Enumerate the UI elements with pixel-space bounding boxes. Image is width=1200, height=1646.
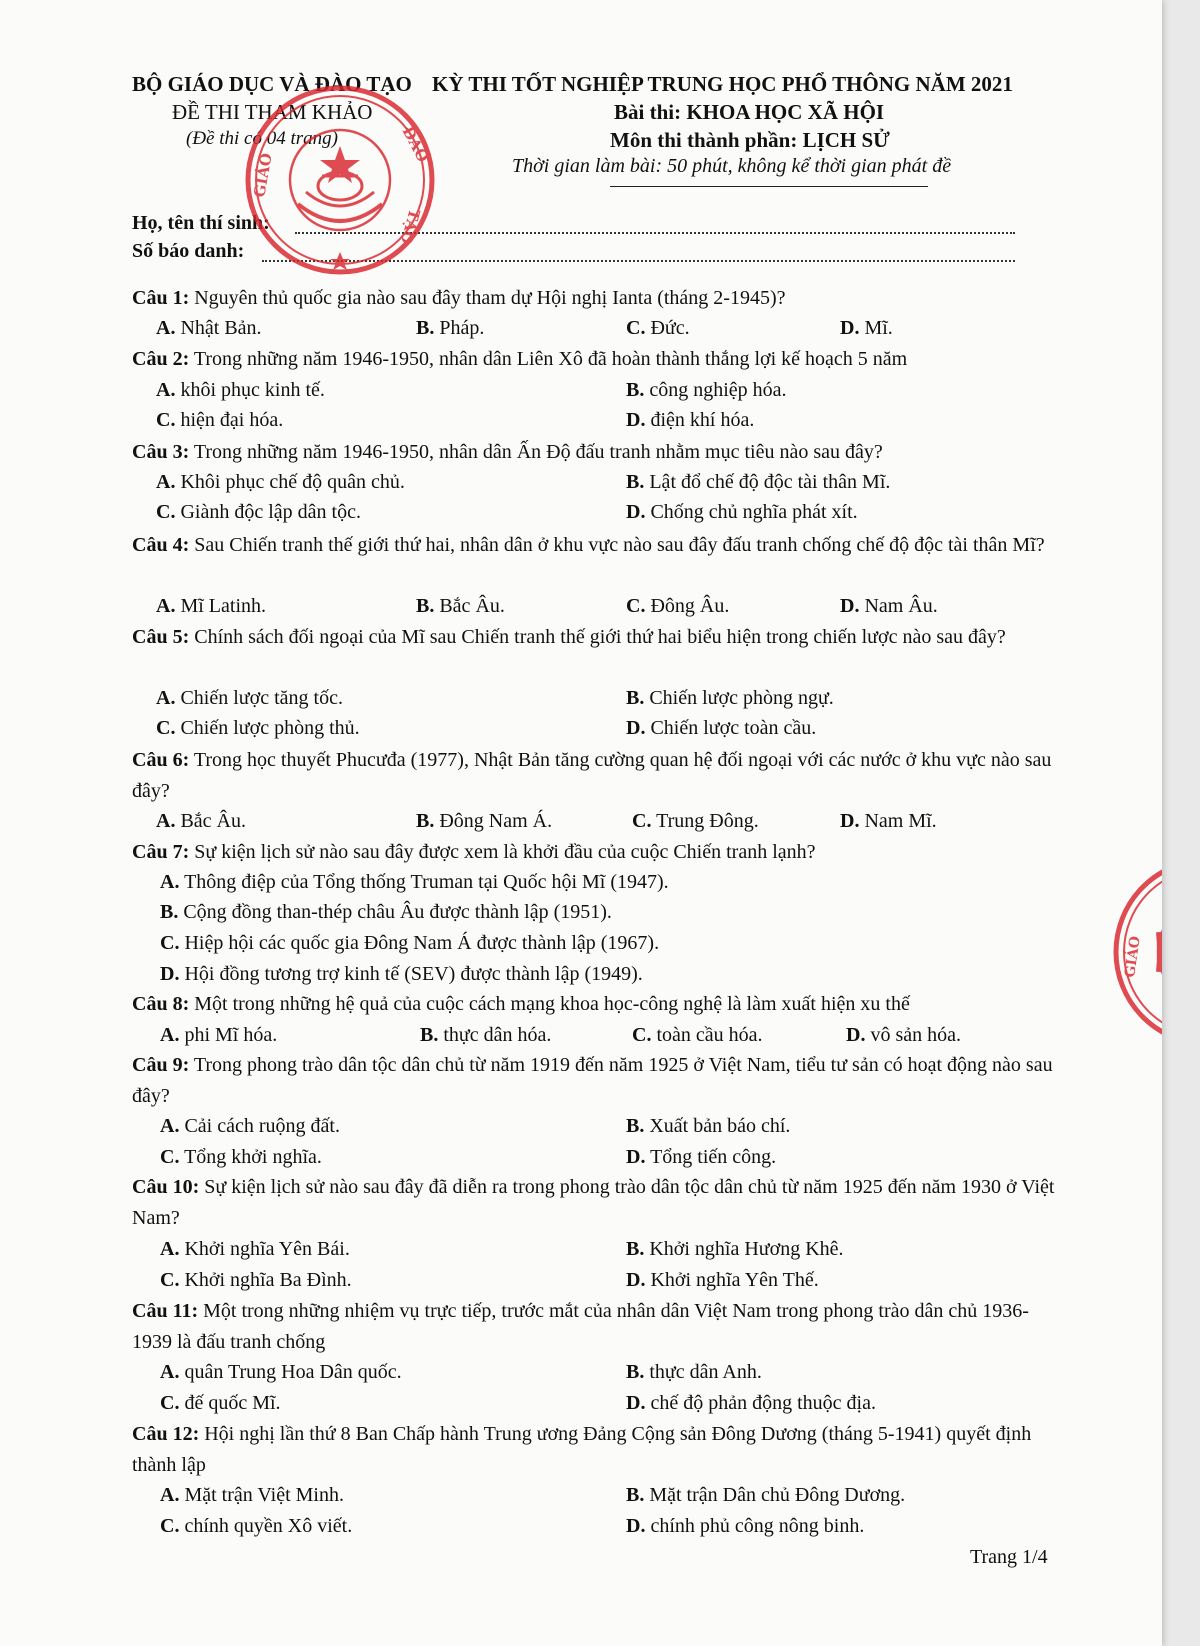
option-b[interactable]: B. công nghiệp hóa. xyxy=(626,379,787,401)
option-b[interactable]: B. Mặt trận Dân chủ Đông Dương. xyxy=(626,1484,906,1506)
header-divider xyxy=(610,186,928,187)
option-a[interactable]: A. Chiến lược tăng tốc. xyxy=(156,687,343,709)
question-number: Câu 1: xyxy=(132,287,190,309)
option-c[interactable]: C. hiện đại hóa. xyxy=(156,409,284,431)
time-note: Thời gian làm bài: 50 phút, không kể thời gian phát đề xyxy=(512,155,952,177)
question-10 xyxy=(132,1172,1062,1234)
question-5 xyxy=(132,622,1062,653)
option-d[interactable]: D. Nam Mĩ. xyxy=(840,810,937,832)
paper-type: ĐỀ THI THAM KHẢO xyxy=(172,100,373,124)
question-8 xyxy=(132,989,1062,1020)
question-text: Trong những năm 1946-1950, nhân dân Ấn Độ đấu tranh nhằm mục tiêu nào sau đây? xyxy=(193,441,883,463)
question-text: Sự kiện lịch sử nào sau đây được xem là khởi đầu của cuộc Chiến tranh lạnh? xyxy=(194,841,816,863)
option-b[interactable]: B. thực dân Anh. xyxy=(626,1361,762,1383)
question-11 xyxy=(132,1296,1062,1358)
option-a[interactable]: A. Thông điệp của Tổng thống Truman tại Quốc hội Mĩ (1947). xyxy=(160,871,669,893)
option-d[interactable]: D. Nam Âu. xyxy=(840,595,938,617)
question-12 xyxy=(132,1419,1062,1481)
option-d[interactable]: D. Hội đồng tương trợ kinh tế (SEV) được thành lập (1949). xyxy=(160,963,643,985)
edge-seal-stamp xyxy=(1108,852,1162,1052)
option-c[interactable]: C. Hiệp hội các quốc gia Đông Nam Á được thành lập (1967). xyxy=(160,932,660,954)
option-b[interactable]: B. Xuất bản báo chí. xyxy=(626,1115,791,1137)
option-b[interactable]: B. thực dân hóa. xyxy=(420,1024,552,1046)
option-a[interactable]: A. Mặt trận Việt Minh. xyxy=(160,1484,344,1506)
option-a[interactable]: A. Nhật Bản. xyxy=(156,317,262,339)
question-7 xyxy=(132,837,1062,868)
option-d[interactable]: D. Mĩ. xyxy=(840,317,893,339)
option-b[interactable]: B. Khởi nghĩa Hương Khê. xyxy=(626,1238,844,1260)
question-2 xyxy=(132,344,1062,375)
option-c[interactable]: C. chính quyền Xô viết. xyxy=(160,1515,353,1537)
question-text: Trong học thuyết Phucưđa (1977), Nhật Bản tăng cường quan hệ đối ngoại với các nước ở khu vực nào sau đây? xyxy=(132,749,1052,802)
option-c[interactable]: C. Giành độc lập dân tộc. xyxy=(156,501,361,523)
question-number: Câu 6: xyxy=(132,749,190,771)
question-1 xyxy=(132,283,1062,314)
option-a[interactable]: A. phi Mĩ hóa. xyxy=(160,1024,278,1046)
option-c[interactable]: C. toàn cầu hóa. xyxy=(632,1024,763,1046)
option-d[interactable]: D. Khởi nghĩa Yên Thế. xyxy=(626,1269,819,1291)
question-text: Sự kiện lịch sử nào sau đây đã diễn ra trong phong trào dân tộc dân chủ từ năm 1925 đến năm 1930 ở Việt Nam? xyxy=(132,1176,1055,1229)
svg-text:GIÁO: GIÁO xyxy=(1122,935,1144,979)
seal-text-left: GIÁO xyxy=(250,151,276,199)
question-number: Câu 10: xyxy=(132,1176,200,1198)
question-3 xyxy=(132,437,1062,468)
question-text: Sau Chiến tranh thế giới thứ hai, nhân dân ở khu vực nào sau đây đấu tranh chống chế độ độc tài thân Mĩ? xyxy=(194,534,1045,556)
option-d[interactable]: D. Chống chủ nghĩa phát xít. xyxy=(626,501,858,523)
question-number: Câu 12: xyxy=(132,1423,200,1445)
option-d[interactable]: D. Chiến lược toàn cầu. xyxy=(626,717,817,739)
question-number: Câu 11: xyxy=(132,1300,199,1322)
option-b[interactable]: B. Đông Nam Á. xyxy=(416,810,553,832)
question-text: Trong phong trào dân tộc dân chủ từ năm 1919 đến năm 1925 ở Việt Nam, tiểu tư sản có hoạt động nào sau đây? xyxy=(132,1054,1053,1107)
option-c[interactable]: C. đế quốc Mĩ. xyxy=(160,1392,281,1414)
seal-text-bottom: TẠO xyxy=(396,206,424,247)
question-number: Câu 2: xyxy=(132,348,190,370)
question-text: Chính sách đối ngoại của Mĩ sau Chiến tranh thế giới thứ hai biểu hiện trong chiến lược nào sau đây? xyxy=(194,626,1006,648)
option-d[interactable]: D. điện khí hóa. xyxy=(626,409,755,431)
option-b[interactable]: B. Pháp. xyxy=(416,317,485,339)
option-a[interactable]: A. Bắc Âu. xyxy=(156,810,246,832)
page-count-note: (Đề thi có 04 trang) xyxy=(186,128,338,149)
question-text: Nguyên thủ quốc gia nào sau đây tham dự Hội nghị Ianta (tháng 2-1945)? xyxy=(194,287,786,309)
option-d[interactable]: D. chế độ phản động thuộc địa. xyxy=(626,1392,876,1414)
option-a[interactable]: A. quân Trung Hoa Dân quốc. xyxy=(160,1361,402,1383)
question-number: Câu 8: xyxy=(132,993,190,1015)
option-c[interactable]: C. Đông Âu. xyxy=(626,595,730,617)
option-b[interactable]: B. Cộng đồng than-thép châu Âu được thành lập (1951). xyxy=(160,901,612,923)
option-c[interactable]: C. Đức. xyxy=(626,317,690,339)
page-number: Trang 1/4 xyxy=(970,1546,1048,1568)
option-c[interactable]: C. Tổng khởi nghĩa. xyxy=(160,1146,322,1168)
question-6 xyxy=(132,745,1062,807)
question-4 xyxy=(132,530,1062,561)
question-number: Câu 9: xyxy=(132,1054,190,1076)
seal-text-right: ĐÀO xyxy=(398,123,433,166)
candidate-id-label: Số báo danh: xyxy=(132,240,245,262)
option-d[interactable]: D. Tổng tiến công. xyxy=(626,1146,777,1168)
candidate-name-label: Họ, tên thí sinh: xyxy=(132,212,270,234)
question-number: Câu 4: xyxy=(132,534,190,556)
option-a[interactable]: A. khôi phục kinh tế. xyxy=(156,379,325,401)
question-number: Câu 5: xyxy=(132,626,190,648)
option-a[interactable]: A. Mĩ Latinh. xyxy=(156,595,266,617)
option-b[interactable]: B. Bắc Âu. xyxy=(416,595,505,617)
question-text: Một trong những hệ quả của cuộc cách mạng khoa học-công nghệ là làm xuất hiện xu thế xyxy=(194,993,910,1015)
question-text: Trong những năm 1946-1950, nhân dân Liên Xô đã hoàn thành thắng lợi kế hoạch 5 năm xyxy=(193,348,908,370)
option-a[interactable]: A. Khởi nghĩa Yên Bái. xyxy=(160,1238,350,1260)
option-d[interactable]: D. chính phủ công nông binh. xyxy=(626,1515,865,1537)
question-text: Một trong những nhiệm vụ trực tiếp, trước mắt của nhân dân Việt Nam trong phong trào dân chủ 1936-1939 là đấu tranh chống xyxy=(132,1300,1029,1353)
question-text: Hội nghị lần thứ 8 Ban Chấp hành Trung ương Đảng Cộng sản Đông Dương (tháng 5-1941) quyết định thành lập xyxy=(132,1423,1032,1476)
option-c[interactable]: C. Khởi nghĩa Ba Đình. xyxy=(160,1269,352,1291)
option-b[interactable]: B. Chiến lược phòng ngự. xyxy=(626,687,834,709)
option-a[interactable]: A. Khôi phục chế độ quân chủ. xyxy=(156,471,405,493)
question-9 xyxy=(132,1050,1062,1112)
option-c[interactable]: C. Chiến lược phòng thủ. xyxy=(156,717,360,739)
ministry-name: BỘ GIÁO DỤC VÀ ĐÀO TẠO xyxy=(132,72,412,96)
option-c[interactable]: C. Trung Đông. xyxy=(632,810,759,832)
test-name: Bài thi: KHOA HỌC XÃ HỘI xyxy=(614,100,885,124)
question-number: Câu 7: xyxy=(132,841,190,863)
exam-title: KỲ THI TỐT NGHIỆP TRUNG HỌC PHỔ THÔNG NĂM 2021 xyxy=(432,72,1013,96)
option-b[interactable]: B. Lật đổ chế độ độc tài thân Mĩ. xyxy=(626,471,891,493)
subject-name: Môn thi thành phần: LỊCH SỬ xyxy=(610,128,890,152)
option-d[interactable]: D. vô sản hóa. xyxy=(846,1024,961,1046)
official-seal-stamp xyxy=(232,80,472,280)
option-a[interactable]: A. Cải cách ruộng đất. xyxy=(160,1115,340,1137)
question-number: Câu 3: xyxy=(132,441,190,463)
